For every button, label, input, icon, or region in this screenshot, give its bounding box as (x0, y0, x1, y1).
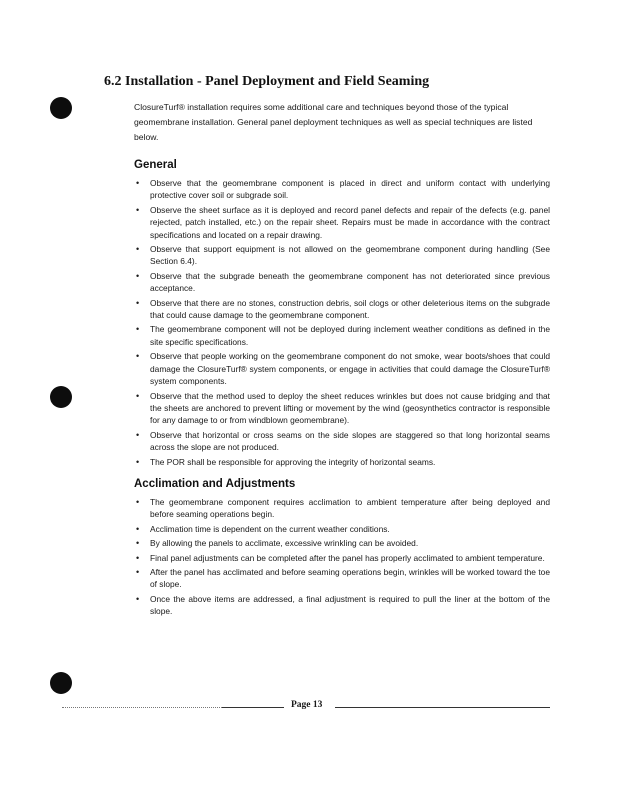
bullet-icon: • (136, 429, 140, 440)
general-list-item-text: Observe that support equipment is not allowed on the geomembrane component during handling (See Section 6.4). (150, 244, 550, 267)
acclimation-bullet-list (134, 496, 550, 618)
general-list-item-text: Observe the sheet surface as it is deployed and record panel defects and repair of the defects (e.g. panel rejected, patch installed, etc.) on the repair sheet. Repairs must be made in accordance with the contract specifications and located on a repair drawing. (150, 204, 550, 240)
general-list-item (134, 297, 550, 322)
general-list-item (134, 429, 550, 454)
bullet-icon: • (136, 324, 140, 335)
acclimation-list-item (134, 496, 550, 521)
bullet-icon: • (136, 593, 140, 604)
general-list-item-text: Observe that the geomembrane component is placed in direct and uniform contact with underlying protective cover soil or subgrade soil. (150, 178, 550, 201)
general-list-item (134, 390, 550, 427)
acclimation-list-item-text: Acclimation time is dependent on the current weather conditions. (150, 523, 390, 534)
bullet-icon: • (136, 270, 140, 281)
acclimation-list-item-text: By allowing the panels to acclimate, excessive wrinkling can be avoided. (150, 538, 419, 549)
general-heading: General (134, 159, 177, 171)
page-number: Page 13 (291, 700, 323, 710)
bullet-icon: • (136, 566, 140, 577)
page-footer (62, 700, 550, 714)
general-bullet-list (134, 177, 550, 468)
general-list-item (134, 350, 550, 387)
acclimation-list-item (134, 523, 550, 535)
general-list-item (134, 177, 550, 202)
document-page (104, 74, 552, 628)
general-list-item-text: The geomembrane component will not be deployed during inclement weather conditions as defined in the site specific specifications. (150, 324, 550, 347)
acclimation-list-item (134, 537, 550, 549)
bullet-icon: • (136, 297, 140, 308)
acclimation-list-item (134, 566, 550, 591)
general-list-item (134, 204, 550, 241)
general-list-item-text: Observe that horizontal or cross seams on the side slopes are staggered so that long horizontal seams across the slope are not produced. (150, 429, 550, 453)
binder-hole-top (50, 97, 72, 119)
bullet-icon: • (136, 390, 140, 401)
bullet-icon: • (136, 456, 140, 467)
general-list-item (134, 323, 550, 348)
binder-hole-bottom (50, 672, 72, 694)
bullet-icon: • (136, 496, 140, 507)
footer-rule-right (335, 707, 550, 708)
intro-paragraph: ClosureTurf® installation requires some additional care and techniques beyond those of the typical geomembrane installation. General panel deployment techniques as well as special techniques are listed below. (134, 102, 533, 142)
bullet-icon: • (136, 244, 140, 255)
footer-rule-left-solid (222, 707, 284, 708)
acclimation-list-item (134, 593, 550, 618)
bullet-icon: • (136, 204, 140, 215)
general-list-item-text: Observe that people working on the geomembrane component do not smoke, wear boots/shoes that could damage the ClosureTurf® system components, or engage in activities that could damage the ClosureTurf® system components. (150, 351, 550, 387)
general-list-item (134, 270, 550, 295)
general-list-item-text: Observe that the subgrade beneath the geomembrane component has not deteriorated since previous acceptance. (150, 270, 550, 294)
acclimation-list-item-text: Once the above items are addressed, a final adjustment is required to pull the liner at the bottom of the slope. (150, 593, 550, 617)
acclimation-list-item (134, 552, 550, 564)
bullet-icon: • (136, 538, 140, 549)
bullet-icon: • (136, 523, 140, 534)
acclimation-list-item-text: Final panel adjustments can be completed after the panel has properly acclimated to ambient temperature. (150, 552, 545, 563)
general-list-item-text: Observe that the method used to deploy the sheet reduces wrinkles but does not cause bridging and that the sheets are anchored to prevent lifting or movement by the wind (geosynthetics contractor is responsible for any damage to or from windblown geomembrane). (150, 390, 550, 426)
bullet-icon: • (136, 552, 140, 563)
binder-hole-middle (50, 386, 72, 408)
general-list-item (134, 456, 550, 468)
acclimation-list-item-text: After the panel has acclimated and before seaming operations begin, wrinkles will be worked toward the toe of slope. (150, 566, 550, 590)
acclimation-list-item-text: The geomembrane component requires acclimation to ambient temperature after being deployed and before seaming operations begin. (150, 496, 550, 520)
general-list-item (134, 243, 550, 268)
section-title: 6.2 Installation - Panel Deployment and Field Seaming (104, 74, 430, 89)
bullet-icon: • (136, 351, 140, 362)
acclimation-heading: Acclimation and Adjustments (134, 477, 296, 490)
bullet-icon: • (136, 178, 140, 188)
general-list-item-text: The POR shall be responsible for approving the integrity of horizontal seams. (150, 456, 436, 467)
general-list-item-text: Observe that there are no stones, construction debris, soil clogs or other deleterious items on the subgrade that could cause damage to the geomembrane component. (150, 297, 550, 321)
